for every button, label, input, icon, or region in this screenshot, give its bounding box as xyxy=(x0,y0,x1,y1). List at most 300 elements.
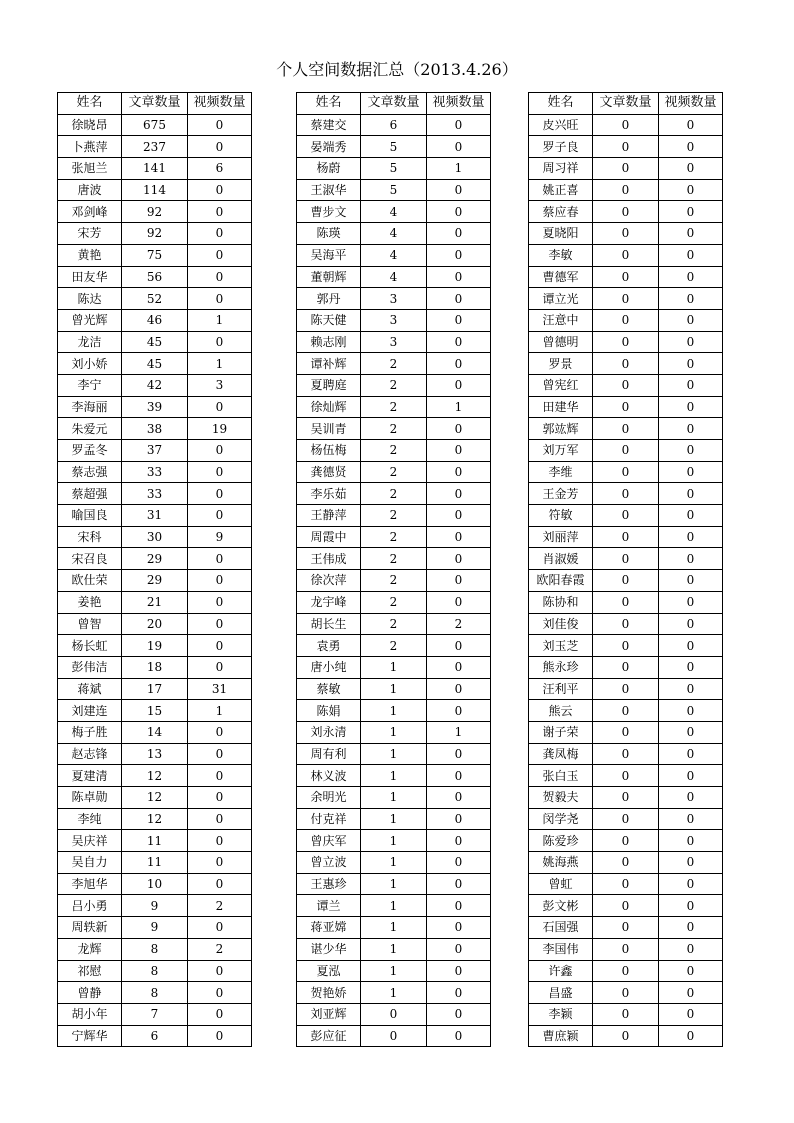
video-count-cell: 0 xyxy=(659,114,723,136)
article-count-cell: 33 xyxy=(122,483,188,505)
page-title: 个人空间数据汇总（2013.4.26） xyxy=(276,60,518,79)
table-row xyxy=(58,223,252,245)
table-row xyxy=(529,613,723,635)
video-count-cell: 0 xyxy=(659,483,723,505)
article-count-cell: 2 xyxy=(361,505,427,527)
name-cell: 赵志锋 xyxy=(58,743,122,765)
name-cell: 曾立波 xyxy=(297,852,361,874)
name-cell: 陈天健 xyxy=(297,309,361,331)
table-row xyxy=(297,158,491,180)
table-row xyxy=(529,440,723,462)
article-count-cell: 0 xyxy=(593,1003,659,1025)
table-row xyxy=(297,201,491,223)
article-count-cell: 6 xyxy=(361,114,427,136)
name-cell: 贺毅夫 xyxy=(529,787,593,809)
name-cell: 曾宪红 xyxy=(529,374,593,396)
video-count-cell: 0 xyxy=(427,1003,491,1025)
video-count-cell: 0 xyxy=(188,136,252,158)
video-count-cell: 0 xyxy=(659,852,723,874)
article-count-cell: 237 xyxy=(122,136,188,158)
table-row xyxy=(529,873,723,895)
name-cell: 汪利平 xyxy=(529,678,593,700)
table-row xyxy=(297,244,491,266)
video-count-cell: 0 xyxy=(659,374,723,396)
video-count-cell: 0 xyxy=(188,852,252,874)
table-row xyxy=(297,526,491,548)
table-row xyxy=(58,830,252,852)
name-cell: 吴庆祥 xyxy=(58,830,122,852)
video-count-cell: 0 xyxy=(188,743,252,765)
video-count-cell: 0 xyxy=(427,678,491,700)
table-row xyxy=(58,982,252,1004)
table-row xyxy=(529,982,723,1004)
name-cell: 曹步文 xyxy=(297,201,361,223)
article-count-cell: 0 xyxy=(593,548,659,570)
article-count-cell: 2 xyxy=(361,526,427,548)
name-cell: 贺艳娇 xyxy=(297,982,361,1004)
video-count-cell: 0 xyxy=(188,591,252,613)
table-row xyxy=(58,765,252,787)
video-count-cell: 0 xyxy=(188,570,252,592)
article-count-cell: 9 xyxy=(122,917,188,939)
article-count-cell: 1 xyxy=(361,808,427,830)
video-count-cell: 0 xyxy=(427,635,491,657)
data-table-3 xyxy=(528,92,723,1047)
article-count-cell: 1 xyxy=(361,895,427,917)
table-header-row xyxy=(529,93,723,115)
table-row xyxy=(297,374,491,396)
article-count-cell: 4 xyxy=(361,223,427,245)
article-count-cell: 45 xyxy=(122,331,188,353)
article-count-cell: 0 xyxy=(593,960,659,982)
table-row xyxy=(297,591,491,613)
article-count-cell: 92 xyxy=(122,223,188,245)
article-count-cell: 1 xyxy=(361,721,427,743)
video-count-cell: 0 xyxy=(427,244,491,266)
video-count-cell: 0 xyxy=(659,721,723,743)
video-count-cell: 0 xyxy=(659,1025,723,1047)
article-count-cell: 18 xyxy=(122,656,188,678)
video-count-cell: 0 xyxy=(659,158,723,180)
article-count-cell: 0 xyxy=(593,830,659,852)
video-count-cell: 0 xyxy=(659,288,723,310)
name-cell: 石国强 xyxy=(529,917,593,939)
name-cell: 闵学尧 xyxy=(529,808,593,830)
article-count-cell: 0 xyxy=(593,852,659,874)
table-row xyxy=(297,440,491,462)
table-row xyxy=(58,396,252,418)
name-cell: 曾光辉 xyxy=(58,309,122,331)
article-count-cell: 5 xyxy=(361,158,427,180)
articles-column-header: 文章数量 xyxy=(361,93,427,115)
article-count-cell: 4 xyxy=(361,266,427,288)
article-count-cell: 3 xyxy=(361,309,427,331)
table-row xyxy=(297,266,491,288)
article-count-cell: 0 xyxy=(361,1025,427,1047)
name-cell: 曾庆军 xyxy=(297,830,361,852)
name-cell: 杨伍梅 xyxy=(297,440,361,462)
videos-column-header: 视频数量 xyxy=(659,93,723,115)
table-header-row xyxy=(297,93,491,115)
name-cell: 熊云 xyxy=(529,700,593,722)
video-count-cell: 0 xyxy=(659,938,723,960)
video-count-cell: 0 xyxy=(427,288,491,310)
table-row xyxy=(529,591,723,613)
table-row xyxy=(529,309,723,331)
video-count-cell: 0 xyxy=(659,266,723,288)
article-count-cell: 3 xyxy=(361,331,427,353)
name-cell: 蒋斌 xyxy=(58,678,122,700)
table-row xyxy=(297,136,491,158)
video-count-cell: 0 xyxy=(188,635,252,657)
name-cell: 李宁 xyxy=(58,374,122,396)
name-cell: 徐晓昂 xyxy=(58,114,122,136)
name-cell: 王淑华 xyxy=(297,179,361,201)
article-count-cell: 46 xyxy=(122,309,188,331)
name-cell: 陈卓勋 xyxy=(58,787,122,809)
video-count-cell: 0 xyxy=(188,483,252,505)
table-row xyxy=(297,570,491,592)
video-count-cell: 0 xyxy=(188,266,252,288)
table-row xyxy=(529,570,723,592)
table-row xyxy=(58,808,252,830)
name-cell: 刘亚辉 xyxy=(297,1003,361,1025)
article-count-cell: 0 xyxy=(593,158,659,180)
name-cell: 邓剑峰 xyxy=(58,201,122,223)
name-cell: 姜艳 xyxy=(58,591,122,613)
table-row xyxy=(529,158,723,180)
name-cell: 李颖 xyxy=(529,1003,593,1025)
table-row xyxy=(297,505,491,527)
name-cell: 刘永清 xyxy=(297,721,361,743)
article-count-cell: 75 xyxy=(122,244,188,266)
name-cell: 李海丽 xyxy=(58,396,122,418)
video-count-cell: 0 xyxy=(659,830,723,852)
video-count-cell: 0 xyxy=(659,895,723,917)
article-count-cell: 38 xyxy=(122,418,188,440)
article-count-cell: 2 xyxy=(361,635,427,657)
name-cell: 蔡应春 xyxy=(529,201,593,223)
article-count-cell: 1 xyxy=(361,938,427,960)
name-cell: 喻国良 xyxy=(58,505,122,527)
name-cell: 蔡超强 xyxy=(58,483,122,505)
table-row xyxy=(297,418,491,440)
video-count-cell: 0 xyxy=(659,179,723,201)
table-row xyxy=(297,223,491,245)
name-column-header: 姓名 xyxy=(58,93,122,115)
name-cell: 曾静 xyxy=(58,982,122,1004)
article-count-cell: 1 xyxy=(361,743,427,765)
video-count-cell: 1 xyxy=(188,700,252,722)
video-count-cell: 0 xyxy=(427,895,491,917)
table-row xyxy=(58,158,252,180)
article-count-cell: 3 xyxy=(361,288,427,310)
article-count-cell: 0 xyxy=(593,678,659,700)
name-cell: 李维 xyxy=(529,461,593,483)
article-count-cell: 12 xyxy=(122,808,188,830)
article-count-cell: 1 xyxy=(361,873,427,895)
video-count-cell: 0 xyxy=(427,353,491,375)
name-cell: 谭兰 xyxy=(297,895,361,917)
video-count-cell: 0 xyxy=(659,873,723,895)
table-row xyxy=(529,244,723,266)
table-row xyxy=(529,895,723,917)
table-row xyxy=(529,374,723,396)
table-row xyxy=(529,938,723,960)
table-row xyxy=(529,656,723,678)
table-row xyxy=(297,873,491,895)
video-count-cell: 0 xyxy=(188,244,252,266)
data-table-1 xyxy=(57,92,252,1047)
video-count-cell: 0 xyxy=(659,591,723,613)
name-cell: 赖志刚 xyxy=(297,331,361,353)
table-row xyxy=(529,266,723,288)
table-row xyxy=(58,700,252,722)
name-cell: 谭立光 xyxy=(529,288,593,310)
video-count-cell: 0 xyxy=(659,396,723,418)
article-count-cell: 31 xyxy=(122,505,188,527)
article-count-cell: 2 xyxy=(361,353,427,375)
video-count-cell: 0 xyxy=(188,440,252,462)
video-count-cell: 0 xyxy=(427,505,491,527)
name-cell: 曾虹 xyxy=(529,873,593,895)
name-cell: 李乐茹 xyxy=(297,483,361,505)
name-cell: 李敏 xyxy=(529,244,593,266)
article-count-cell: 8 xyxy=(122,960,188,982)
video-count-cell: 0 xyxy=(188,331,252,353)
article-count-cell: 1 xyxy=(361,830,427,852)
table-row xyxy=(297,179,491,201)
video-count-cell: 0 xyxy=(659,440,723,462)
name-cell: 张旭兰 xyxy=(58,158,122,180)
table-row xyxy=(529,765,723,787)
video-count-cell: 1 xyxy=(188,309,252,331)
name-cell: 罗景 xyxy=(529,353,593,375)
video-count-cell: 0 xyxy=(188,613,252,635)
article-count-cell: 0 xyxy=(593,483,659,505)
video-count-cell: 0 xyxy=(427,114,491,136)
article-count-cell: 52 xyxy=(122,288,188,310)
video-count-cell: 0 xyxy=(188,223,252,245)
table-row xyxy=(297,331,491,353)
name-cell: 罗子良 xyxy=(529,136,593,158)
article-count-cell: 2 xyxy=(361,440,427,462)
article-count-cell: 12 xyxy=(122,787,188,809)
table-row xyxy=(529,1003,723,1025)
video-count-cell: 0 xyxy=(427,591,491,613)
article-count-cell: 5 xyxy=(361,136,427,158)
name-cell: 胡长生 xyxy=(297,613,361,635)
name-cell: 刘丽萍 xyxy=(529,526,593,548)
table-header-row xyxy=(58,93,252,115)
name-cell: 宋召良 xyxy=(58,548,122,570)
article-count-cell: 0 xyxy=(593,223,659,245)
video-count-cell: 0 xyxy=(659,982,723,1004)
name-column-header: 姓名 xyxy=(529,93,593,115)
table-row xyxy=(297,700,491,722)
name-cell: 龚凤梅 xyxy=(529,743,593,765)
article-count-cell: 2 xyxy=(361,418,427,440)
name-cell: 周有利 xyxy=(297,743,361,765)
name-cell: 蔡建交 xyxy=(297,114,361,136)
table-row xyxy=(529,201,723,223)
name-cell: 姚海燕 xyxy=(529,852,593,874)
table-row xyxy=(529,917,723,939)
video-count-cell: 2 xyxy=(427,613,491,635)
article-count-cell: 0 xyxy=(593,505,659,527)
name-cell: 王静萍 xyxy=(297,505,361,527)
article-count-cell: 0 xyxy=(593,440,659,462)
name-cell: 周霞中 xyxy=(297,526,361,548)
video-count-cell: 0 xyxy=(188,1003,252,1025)
article-count-cell: 1 xyxy=(361,700,427,722)
name-cell: 陈协和 xyxy=(529,591,593,613)
table-row xyxy=(529,743,723,765)
name-cell: 陈瑛 xyxy=(297,223,361,245)
table-row xyxy=(297,830,491,852)
table-row xyxy=(58,743,252,765)
name-cell: 谢子荣 xyxy=(529,721,593,743)
article-count-cell: 33 xyxy=(122,461,188,483)
article-count-cell: 0 xyxy=(593,244,659,266)
article-count-cell: 0 xyxy=(593,700,659,722)
name-cell: 吴自力 xyxy=(58,852,122,874)
table-row xyxy=(58,548,252,570)
table-row xyxy=(58,418,252,440)
video-count-cell: 0 xyxy=(427,765,491,787)
table-row xyxy=(58,656,252,678)
video-count-cell: 0 xyxy=(427,852,491,874)
video-count-cell: 0 xyxy=(427,179,491,201)
video-count-cell: 0 xyxy=(427,1025,491,1047)
table-row xyxy=(297,635,491,657)
name-cell: 唐波 xyxy=(58,179,122,201)
table-row xyxy=(58,852,252,874)
table-row xyxy=(529,396,723,418)
video-count-cell: 0 xyxy=(659,353,723,375)
video-count-cell: 0 xyxy=(427,201,491,223)
video-count-cell: 0 xyxy=(188,787,252,809)
video-count-cell: 31 xyxy=(188,678,252,700)
article-count-cell: 5 xyxy=(361,179,427,201)
table-row xyxy=(297,656,491,678)
article-count-cell: 1 xyxy=(361,656,427,678)
article-count-cell: 56 xyxy=(122,266,188,288)
table-row xyxy=(529,114,723,136)
articles-column-header: 文章数量 xyxy=(122,93,188,115)
video-count-cell: 1 xyxy=(427,158,491,180)
video-count-cell: 0 xyxy=(659,743,723,765)
article-count-cell: 4 xyxy=(361,244,427,266)
name-cell: 谭补辉 xyxy=(297,353,361,375)
article-count-cell: 14 xyxy=(122,721,188,743)
video-count-cell: 0 xyxy=(659,808,723,830)
table-row xyxy=(297,960,491,982)
name-cell: 吴海平 xyxy=(297,244,361,266)
article-count-cell: 0 xyxy=(593,331,659,353)
name-cell: 徐次萍 xyxy=(297,570,361,592)
article-count-cell: 0 xyxy=(593,787,659,809)
article-count-cell: 0 xyxy=(593,136,659,158)
table-row xyxy=(58,1025,252,1047)
name-cell: 杨长虹 xyxy=(58,635,122,657)
video-count-cell: 0 xyxy=(427,461,491,483)
table-row xyxy=(297,309,491,331)
video-count-cell: 0 xyxy=(427,917,491,939)
name-cell: 宁辉华 xyxy=(58,1025,122,1047)
name-cell: 龙洁 xyxy=(58,331,122,353)
article-count-cell: 0 xyxy=(593,591,659,613)
name-cell: 宋科 xyxy=(58,526,122,548)
name-cell: 董朝辉 xyxy=(297,266,361,288)
video-count-cell: 0 xyxy=(659,505,723,527)
name-cell: 晏端秀 xyxy=(297,136,361,158)
table-row xyxy=(58,570,252,592)
video-count-cell: 0 xyxy=(188,873,252,895)
name-cell: 卜燕萍 xyxy=(58,136,122,158)
name-cell: 吕小勇 xyxy=(58,895,122,917)
table-row xyxy=(58,1003,252,1025)
video-count-cell: 0 xyxy=(427,873,491,895)
video-count-cell: 0 xyxy=(659,765,723,787)
table-row xyxy=(529,830,723,852)
table-row xyxy=(58,179,252,201)
name-cell: 熊永珍 xyxy=(529,656,593,678)
video-count-cell: 0 xyxy=(659,678,723,700)
article-count-cell: 1 xyxy=(361,765,427,787)
name-cell: 罗孟冬 xyxy=(58,440,122,462)
article-count-cell: 1 xyxy=(361,917,427,939)
article-count-cell: 0 xyxy=(593,179,659,201)
video-count-cell: 1 xyxy=(427,396,491,418)
article-count-cell: 7 xyxy=(122,1003,188,1025)
name-cell: 蒋亚嫦 xyxy=(297,917,361,939)
name-cell: 黄艳 xyxy=(58,244,122,266)
table-row xyxy=(297,721,491,743)
article-count-cell: 2 xyxy=(361,613,427,635)
name-cell: 余明光 xyxy=(297,787,361,809)
video-count-cell: 2 xyxy=(188,895,252,917)
article-count-cell: 0 xyxy=(593,418,659,440)
table-row xyxy=(58,244,252,266)
name-cell: 田友华 xyxy=(58,266,122,288)
video-count-cell: 0 xyxy=(659,570,723,592)
video-count-cell: 0 xyxy=(427,830,491,852)
article-count-cell: 0 xyxy=(593,114,659,136)
video-count-cell: 0 xyxy=(427,331,491,353)
video-count-cell: 2 xyxy=(188,938,252,960)
videos-column-header: 视频数量 xyxy=(427,93,491,115)
name-cell: 刘万军 xyxy=(529,440,593,462)
name-cell: 符敏 xyxy=(529,505,593,527)
article-count-cell: 0 xyxy=(593,526,659,548)
video-count-cell: 0 xyxy=(659,700,723,722)
table-row xyxy=(297,613,491,635)
table-row xyxy=(58,483,252,505)
name-cell: 陈娟 xyxy=(297,700,361,722)
video-count-cell: 19 xyxy=(188,418,252,440)
video-count-cell: 0 xyxy=(188,830,252,852)
video-count-cell: 0 xyxy=(188,461,252,483)
article-count-cell: 0 xyxy=(593,656,659,678)
table-row xyxy=(58,136,252,158)
table-row xyxy=(529,852,723,874)
video-count-cell: 0 xyxy=(659,201,723,223)
table-row xyxy=(297,1003,491,1025)
name-cell: 李旭华 xyxy=(58,873,122,895)
video-count-cell: 6 xyxy=(188,158,252,180)
article-count-cell: 0 xyxy=(593,895,659,917)
